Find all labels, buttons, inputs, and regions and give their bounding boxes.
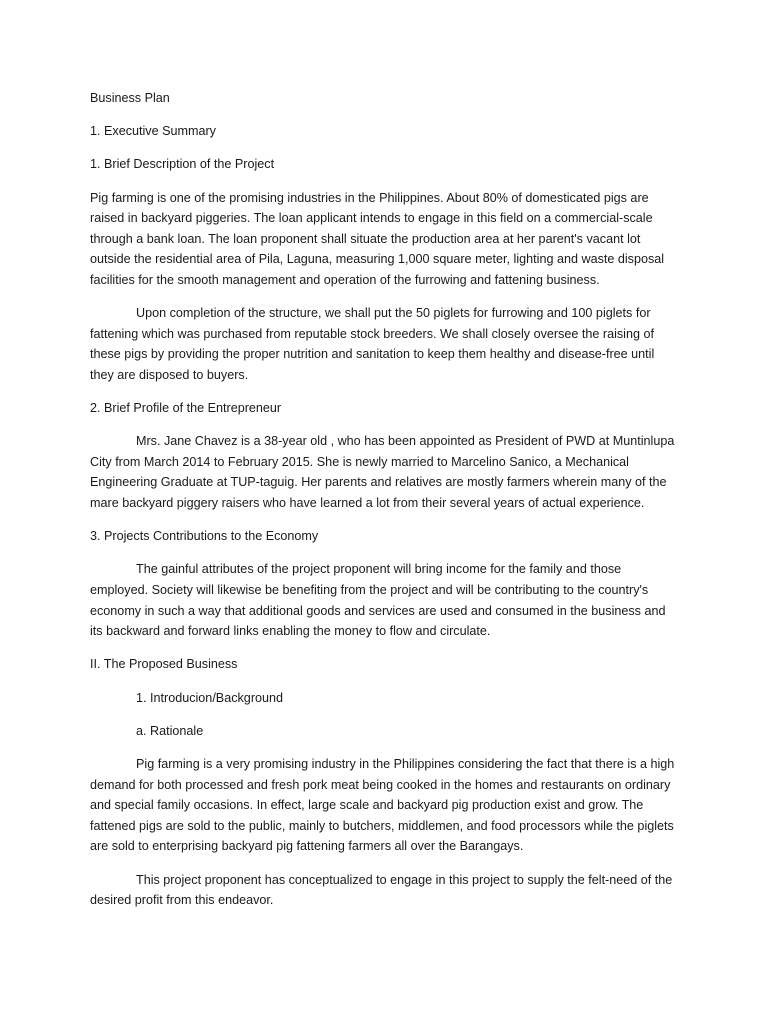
section-2-subsection-1-heading: 1. Introducion/Background	[136, 690, 284, 705]
section-1-heading: 1. Executive Summary	[90, 124, 216, 139]
paragraph-project-concept: This project proponent has conceptualized to engage in this project to supply the felt-need of the desired profit from this endeavor.	[90, 872, 673, 908]
section-2-heading: II. The Proposed Business	[90, 657, 238, 672]
subsection-1-heading: 1. Brief Description of the Project	[90, 157, 275, 172]
subsection-3-heading: 3. Projects Contributions to the Economy	[90, 529, 319, 544]
paragraph-entrepreneur-profile: Mrs. Jane Chavez is a 38-year old , who has been appointed as President of PWD at Muntinlupa City from March 2014 to February 2015. She is newly married to Marcelino Sanico, a Mechanical Engineering Graduate at TUP-taguig. Her parents and relatives are mostly farmers wherein many of the mare backyard piggery raisers who have learned a lot from their several years of actual experience.	[90, 434, 675, 511]
paragraph-economic-contributions: The gainful attributes of the project proponent will bring income for the family and those employed. Society will likewise be benefiting from the project and will be contributing to the country's economy in such a way that additional goods and services are used and consumed in the business and its backward and forward links enabling the money to flow and circulate.	[90, 562, 666, 639]
paragraph-project-description: Pig farming is one of the promising industries in the Philippines. About 80% of domesticated pigs are raised in backyard piggeries. The loan applicant intends to engage in this field on a commercial-scale through a bank loan. The loan proponent shall situate the production area at her parent's vacant lot outside the residential area of Pila, Laguna, measuring 1,000 square meter, lighting and waste disposal facilities for the smooth management and operation of the furrowing and fattening business.	[90, 190, 665, 287]
subsection-2-heading: 2. Brief Profile of the Entrepreneur	[90, 401, 282, 416]
paragraph-project-structure: Upon completion of the structure, we shall put the 50 piglets for furrowing and 100 piglets for fattening which was purchased from reputable stock breeders. We shall closely oversee the raising of these pigs by providing the proper nutrition and sanitation to keep them healthy and disease-free until they are disposed to buyers.	[90, 306, 655, 382]
document-title: Business Plan	[90, 91, 170, 105]
document-body	[90, 88, 680, 923]
section-2-subsection-a-heading: a. Rationale	[136, 723, 204, 738]
paragraph-rationale: Pig farming is a very promising industry in the Philippines considering the fact that there is a high demand for both processed and fresh pork meat being cooked in the homes and restaurants on ordinary and special family occasions. In effect, large scale and backyard pig production exist and grow. The fattened pigs are sold to the public, mainly to butchers, middlemen, and food processors while the piglets are sold to enterprising backyard pig fattening farmers all over the Barangays.	[90, 756, 675, 854]
